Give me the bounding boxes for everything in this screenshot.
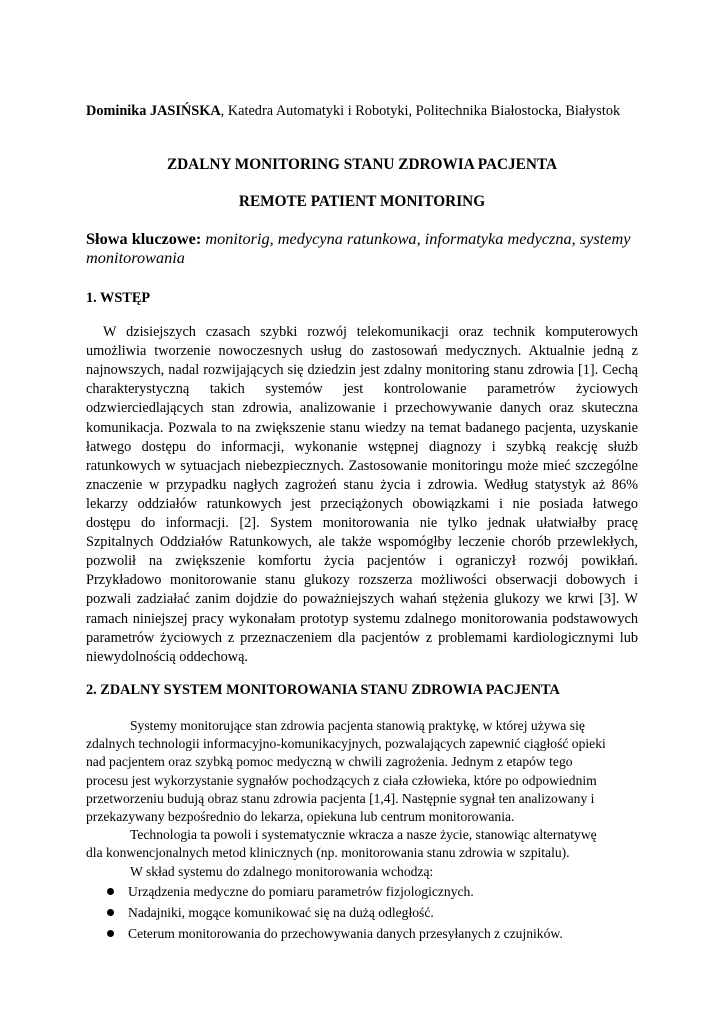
paragraph-line: najnowszych, nadal rozwijających się dziedzin jest zdalny monitoring stanu zdrowia [1]. Cechą bbox=[86, 362, 638, 379]
paragraph-line: parametrów życiowych z przeznaczeniem dla pacjentów z problemami kardiologicznymi lub bbox=[86, 629, 638, 646]
paragraph-line: umożliwia tworzenie nowoczesnych usług do zastosowań medycznych. Aktualnie jedną z bbox=[86, 343, 638, 360]
keywords-label: Słowa kluczowe: bbox=[86, 229, 202, 248]
list-item bbox=[86, 902, 642, 923]
paragraph-line: pozwolił na zwiększenie komfortu życia pacjentów i ograniczył rozwój powikłań. bbox=[86, 553, 638, 570]
keywords-values: monitorig, medycyna ratunkowa, informatyka medyczna, systemy monitorowania bbox=[86, 229, 631, 267]
list-item bbox=[86, 923, 642, 944]
paragraph-line: przekazywany bezpośrednio do lekarza, opiekuna lub centrum monitorowania. bbox=[86, 809, 515, 824]
paragraph-line: charakterystyczną takich systemów jest kontrolowanie parametrów życiowych bbox=[86, 381, 638, 398]
paragraph-line: Technologia ta powoli i systematycznie wkracza a nasze życie, stanowiąc alternatywę bbox=[130, 827, 597, 843]
list-item-text: Nadajniki, mogące komunikować się na dużą odległość. bbox=[128, 905, 434, 920]
author-name: Dominika JASIŃSKA bbox=[86, 103, 221, 119]
paragraph-line: procesu jest wykorzystanie sygnałów pochodzących z ciała człowieka, które po odpowiednim bbox=[86, 772, 597, 788]
title-english: REMOTE PATIENT MONITORING bbox=[238, 193, 486, 210]
paragraph-line: nad pacjentem oraz szybką pomoc medyczną w chwili zagrożenia. Jednym z etapów tego bbox=[86, 754, 573, 770]
list-item-text: Ceterum monitorowania do przechowywania danych przesyłanych z czujników. bbox=[128, 926, 563, 941]
paragraph-line: W dzisiejszych czasach szybki rozwój telekomunikacji oraz technik komputerowych bbox=[103, 324, 638, 340]
paragraph-line: ramach niniejszej pracy wykonałam prototyp systemu zdalnego monitorowania podstawowych bbox=[86, 610, 638, 627]
title-polish: ZDALNY MONITORING STANU ZDROWIA PACJENTA bbox=[166, 156, 558, 173]
paragraph-line: zdalnych technologii informacyjno-komunikacyjnych, pozwalających zapewnić ciągłość opieki bbox=[86, 736, 606, 752]
paragraph-line: znaczenie w przypadku nagłych zagrożeń stanu życia i zdrowia. Według statystyk aż 86% bbox=[86, 476, 638, 493]
bullet-icon bbox=[107, 888, 114, 895]
keywords bbox=[86, 229, 646, 267]
paragraph-line: W skład systemu do zdalnego monitorowania wchodzą: bbox=[130, 863, 434, 879]
paragraph-line: lekarzy oddziałów ratunkowych jest przeciążonych obowiązkami i nie posiada łatwego bbox=[86, 495, 638, 512]
paragraph-line: Systemy monitorujące stan zdrowia pacjenta stanowią praktykę, w której używa się bbox=[130, 718, 585, 733]
paragraph-line: niewydolnością oddechową. bbox=[86, 648, 248, 665]
paragraph-line: dla konwencjonalnych metod klinicznych (np. monitorowania stanu zdrowia w szpitalu). bbox=[86, 845, 570, 861]
author-line bbox=[86, 101, 646, 121]
system-components-list bbox=[86, 881, 642, 944]
list-item-text: Urządzenia medyczne do pomiaru parametrów fizjologicznych. bbox=[128, 884, 474, 899]
paragraph-line: odzwierciedlających stan zdrowia, analizowanie i przechowywanie danych oraz skuteczna bbox=[86, 400, 638, 417]
paragraph-line: dostępu do informacji. [2]. System monitorowania nie tylko jednak ułatwiałby pracę bbox=[86, 515, 638, 531]
paragraph-line: komunikacja. Pozwala to na zwiększenie stanu wiedzy na temat badanego pacjenta, uzyskanie bbox=[86, 419, 638, 436]
bullet-icon bbox=[107, 909, 114, 916]
paragraph-line: łatwego dostępu do informacji, wykonanie wstępnej diagnozy i szybką reakcję służb bbox=[86, 438, 638, 455]
paragraph-line: Szpitalnych Oddziałów Ratunkowych, ale także wspomógłby leczenie chorób przewlekłych, bbox=[86, 534, 638, 551]
author-affiliation: , Katedra Automatyki i Robotyki, Politechnika Białostocka, Białystok bbox=[220, 103, 621, 119]
paragraph-line: pozwali zadziałać zanim dojdzie do poważniejszych wahań stężenia glukozy we krwi [3]. W bbox=[86, 591, 638, 608]
bullet-icon bbox=[107, 930, 114, 937]
paragraph-line: Przykładowo monitorowanie stanu glukozy rozszerza możliwości obserwacji dobowych i bbox=[86, 572, 638, 589]
paragraph-line: przetworzeniu budują obraz stanu zdrowia pacjenta [1,4]. Następnie sygnał ten analizowany i bbox=[86, 790, 595, 806]
paragraph-line: ratunkowych w sytuacjach niebezpiecznych. Zastosowanie monitoringu może mieć szczególne bbox=[86, 457, 638, 474]
list-item bbox=[86, 881, 642, 902]
section-1-heading: 1. WSTĘP bbox=[86, 290, 151, 306]
section-2-heading: 2. ZDALNY SYSTEM MONITOROWANIA STANU ZDROWIA PACJENTA bbox=[86, 682, 560, 698]
